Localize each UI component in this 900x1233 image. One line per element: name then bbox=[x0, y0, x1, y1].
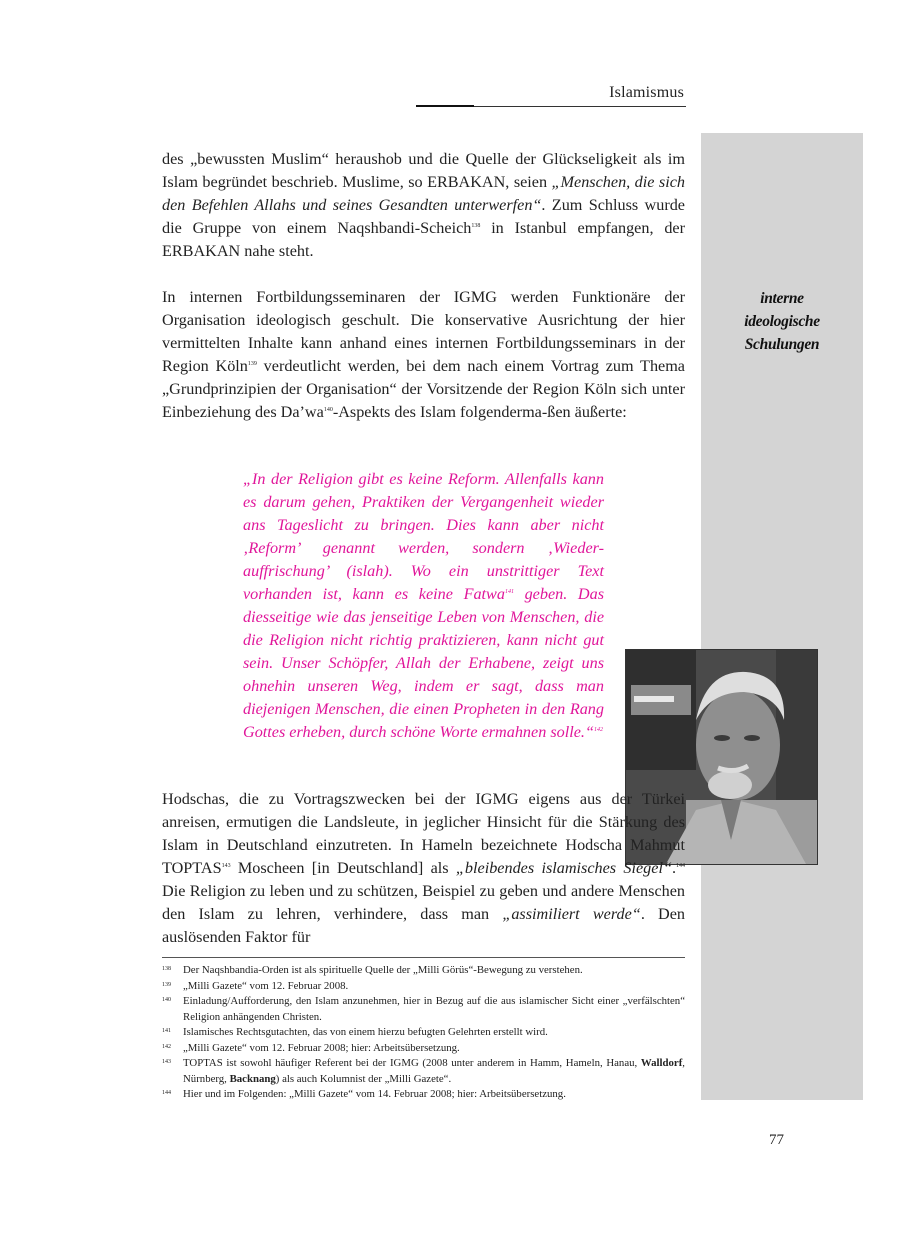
margin-sidebar bbox=[701, 133, 863, 1100]
footnote-rule bbox=[162, 957, 685, 958]
footnote bbox=[162, 1056, 685, 1087]
footnote-text: „Milli Gazete“ vom 12. Februar 2008; hier: Arbeitsübersetzung. bbox=[183, 1041, 460, 1054]
paragraph-3 bbox=[162, 788, 685, 949]
footnotes bbox=[162, 963, 685, 1103]
margin-note-line: Schulungen bbox=[744, 336, 820, 353]
margin-note bbox=[701, 287, 863, 356]
footnote bbox=[162, 1025, 685, 1041]
footnote bbox=[162, 979, 685, 995]
footnote bbox=[162, 963, 685, 979]
quote-text: geben. Das diesseitige wie das jenseitige Leben von Menschen, die die Religion nicht richtig praktizieren, kann nicht gut sein. Unser Schöpfer, Allah der Erhabene, zeigt uns ohnehin unseren Weg, indem er sagt, dass man diejenigen Menschen, die einen Propheten in den Rang Gottes erheben, durch schöne Worte ermahnen solle.“ bbox=[243, 585, 605, 741]
footnote-text: Islamisches Rechtsgutachten, das von einem hierzu befugten Gelehrten erstellt wird. bbox=[183, 1026, 548, 1038]
paragraph-2 bbox=[162, 286, 685, 424]
text-run: . Den auslösenden Faktor für bbox=[162, 905, 685, 946]
bold-place: Backnang bbox=[229, 1072, 276, 1085]
footnote-ref: 142 bbox=[593, 727, 603, 733]
text-run: -Aspekts des Islam folgenderma-ßen äußerte: bbox=[332, 403, 627, 421]
running-header: Islamismus bbox=[609, 84, 684, 101]
paragraph-1 bbox=[162, 148, 685, 263]
footnote bbox=[162, 994, 685, 1025]
text-run: Moscheen [in Deutschland] als bbox=[230, 859, 456, 877]
text-run: verdeutlicht werden, bei dem nach einem Vortrag zum Thema „Grundprinzipien der Organisation“ der Vorsitzende der Region Köln sich unter Einbeziehung des Da’wa bbox=[162, 357, 685, 421]
footnote-number: 141 bbox=[162, 1028, 171, 1034]
text-run: Die Religion zu leben und zu schützen, Beispiel zu geben und andere Menschen den Islam zu lehren, verhindere, dass man bbox=[162, 882, 685, 923]
footnote-text: Der Naqshbandia-Orden ist als spirituelle Quelle der „Milli Görüs“-Bewegung zu verstehen. bbox=[183, 964, 583, 976]
text-run: in Istanbul empfangen, der ERBAKAN nahe steht. bbox=[162, 219, 685, 260]
text-run: , Nürnberg, bbox=[183, 1057, 685, 1085]
quoted-phrase: „assimiliert werde“ bbox=[502, 905, 641, 923]
footnote-number: 142 bbox=[162, 1043, 171, 1050]
footnote-text: „Milli Gazete“ vom 12. Februar 2008. bbox=[183, 979, 349, 992]
bold-place: Walldorf bbox=[640, 1057, 683, 1069]
footnote-number: 140 bbox=[162, 997, 171, 1003]
text-run: Hodschas, die zu Vortragszwecken bei der IGMG eigens aus der Türkei anreisen, ermutigen die Landsleute, in jeglicher Hinsicht für die Stärkung des Islam in Deutschland einzutreten. In Hameln bezeichnete Hodscha Mahmut TOPTAS bbox=[162, 790, 685, 877]
quoted-phrase: „bleibendes islamisches Siegel“ bbox=[455, 859, 672, 877]
text-run: ) als auch Kolumnist der „Milli Gazete“. bbox=[275, 1072, 452, 1085]
footnote-ref: 141 bbox=[504, 589, 514, 595]
text-run: . bbox=[671, 859, 677, 877]
footnote-text bbox=[183, 1056, 685, 1087]
footnote-number: 139 bbox=[162, 981, 171, 988]
footnote-ref: 144 bbox=[676, 863, 686, 869]
footnote-ref: 139 bbox=[247, 361, 257, 367]
footnote-number: 143 bbox=[162, 1059, 171, 1065]
footnote bbox=[162, 1041, 685, 1057]
text-run: In internen Fortbildungsseminaren der IGMG werden Funktionäre der Organisation ideologisch geschult. Die konservative Ausrichtung der hier vermittelten Inhalte kann anhand eines internen Fortbildungsseminars in der Region Köln bbox=[162, 288, 685, 375]
footnote bbox=[162, 1087, 685, 1103]
quoted-phrase: „Menschen, die sich den Befehlen Allahs und seines Gesandten unterwerfen“ bbox=[162, 173, 685, 214]
page-number: 77 bbox=[769, 1132, 784, 1148]
header-rule-accent bbox=[416, 105, 474, 107]
footnote-ref: 138 bbox=[471, 223, 481, 229]
quote-text: „In der Religion gibt es keine Reform. Allenfalls kann es darum gehen, Praktiken der Vergangenheit wieder ans Tageslicht zu bringen. Dies kann aber nicht ‚Reform’ genannt werden, sondern ‚Wieder-auffrischung’ (islah). Wo ein unstrittiger Text vorhanden ist, kann es keine Fatwa bbox=[243, 470, 604, 603]
text-run: des „bewussten Muslim“ heraushob und die Quelle der Glückseligkeit als im Islam begründet beschrieb. Muslime, so ERBAKAN, seien bbox=[162, 150, 685, 191]
text-run: . Zum Schluss wurde die Gruppe von einem Naqshbandi-Scheich bbox=[162, 196, 685, 237]
text-run: TOPTAS ist sowohl häufiger Referent bei der IGMG (2008 unter anderem in Hamm, Hameln, Hanau, bbox=[183, 1057, 641, 1069]
footnote-number: 138 bbox=[162, 966, 171, 972]
margin-note-line: interne bbox=[760, 290, 804, 307]
block-quote bbox=[243, 468, 604, 744]
footnote-text: Hier und im Folgenden: „Milli Gazete“ vom 14. Februar 2008; hier: Arbeitsübersetzung. bbox=[183, 1088, 566, 1100]
margin-note-line: ideologische bbox=[744, 313, 820, 330]
footnote-text: Einladung/Aufforderung, den Islam anzunehmen, hier in Bezug auf die aus islamischer Sicht einer „verfälschten“ Religion anhängenden Christen. bbox=[183, 995, 685, 1023]
footnote-ref: 140 bbox=[323, 407, 333, 413]
footnote-ref: 143 bbox=[221, 863, 231, 869]
footnote-number: 144 bbox=[162, 1090, 171, 1096]
